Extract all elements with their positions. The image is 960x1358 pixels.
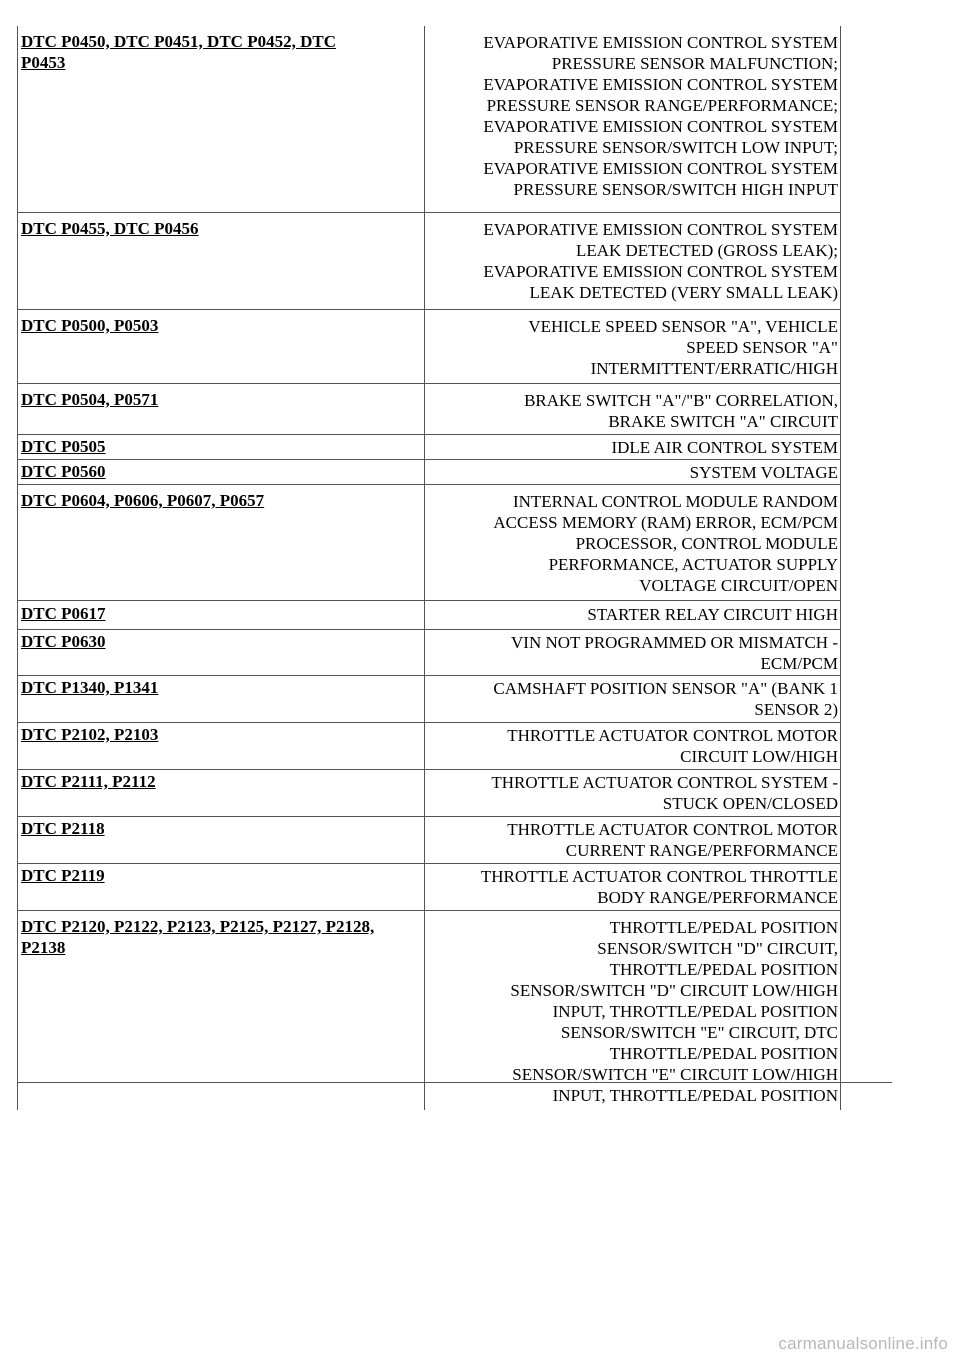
dtc-description: BRAKE SWITCH "A"/"B" CORRELATION, BRAKE SWITCH "A" CIRCUIT xyxy=(425,384,841,434)
dtc-link[interactable]: DTC P2111, P2112 xyxy=(21,772,156,791)
dtc-link[interactable]: DTC P2118 xyxy=(21,819,105,838)
dtc-description: THROTTLE/PEDAL POSITION SENSOR/SWITCH "D" CIRCUIT, THROTTLE/PEDAL POSITION SENSOR/SWITCH "D" CIRCUIT LOW/HIGH INPUT, THROTTLE/PEDAL POSITION SENSOR/SWITCH "E" CIRCUIT, DTC THROTTLE/PEDAL POSITION SENSOR/SWITCH "E" CIRCUIT LOW/HIGH INPUT, THROTTLE/PEDAL POSITION xyxy=(425,911,841,1110)
table-row xyxy=(17,769,841,816)
table-row xyxy=(17,383,841,434)
table-row xyxy=(17,434,841,459)
table-row xyxy=(17,212,841,309)
table-row xyxy=(17,309,841,383)
dtc-link[interactable]: DTC P0630 xyxy=(21,632,106,651)
dtc-description: SYSTEM VOLTAGE xyxy=(425,460,841,484)
table-row xyxy=(17,629,841,675)
dtc-link[interactable]: DTC P2102, P2103 xyxy=(21,725,159,744)
dtc-link[interactable]: DTC P0455, DTC P0456 xyxy=(21,219,199,238)
table-row xyxy=(17,600,841,629)
dtc-link[interactable]: DTC P0505 xyxy=(21,437,106,456)
dtc-description: THROTTLE ACTUATOR CONTROL MOTOR CURRENT RANGE/PERFORMANCE xyxy=(425,817,841,863)
dtc-description: EVAPORATIVE EMISSION CONTROL SYSTEM LEAK DETECTED (GROSS LEAK); EVAPORATIVE EMISSION CONTROL SYSTEM LEAK DETECTED (VERY SMALL LEAK) xyxy=(425,213,841,309)
dtc-link[interactable]: DTC P0500, P0503 xyxy=(21,316,159,335)
dtc-description: VIN NOT PROGRAMMED OR MISMATCH - ECM/PCM xyxy=(425,630,841,675)
dtc-table xyxy=(17,26,841,1110)
table-row xyxy=(17,484,841,600)
table-row xyxy=(17,863,841,910)
dtc-description: INTERNAL CONTROL MODULE RANDOM ACCESS MEMORY (RAM) ERROR, ECM/PCM PROCESSOR, CONTROL MODULE PERFORMANCE, ACTUATOR SUPPLY VOLTAGE CIRCUIT/OPEN xyxy=(425,485,841,600)
dtc-link[interactable]: DTC P0450, DTC P0451, DTC P0452, DTC P0453 xyxy=(21,32,336,72)
dtc-description: THROTTLE ACTUATOR CONTROL SYSTEM - STUCK OPEN/CLOSED xyxy=(425,770,841,816)
dtc-link[interactable]: DTC P0604, P0606, P0607, P0657 xyxy=(21,491,265,510)
dtc-description: THROTTLE ACTUATOR CONTROL MOTOR CIRCUIT LOW/HIGH xyxy=(425,723,841,769)
table-row xyxy=(17,675,841,722)
table-row xyxy=(17,26,841,212)
table-row xyxy=(17,722,841,769)
page-divider xyxy=(17,1082,892,1083)
site-watermark: carmanualsonline.info xyxy=(778,1334,948,1353)
dtc-link[interactable]: DTC P2120, P2122, P2123, P2125, P2127, P2128, P2138 xyxy=(21,917,375,957)
dtc-description: VEHICLE SPEED SENSOR "A", VEHICLE SPEED SENSOR "A" INTERMITTENT/ERRATIC/HIGH xyxy=(425,310,841,383)
dtc-link[interactable]: DTC P0560 xyxy=(21,462,106,481)
dtc-link[interactable]: DTC P2119 xyxy=(21,866,105,885)
dtc-description: STARTER RELAY CIRCUIT HIGH xyxy=(425,601,841,629)
dtc-link[interactable]: DTC P0617 xyxy=(21,604,106,623)
table-row xyxy=(17,816,841,863)
table-row xyxy=(17,459,841,484)
dtc-link[interactable]: DTC P1340, P1341 xyxy=(21,678,159,697)
table-row xyxy=(17,910,841,1110)
dtc-description: IDLE AIR CONTROL SYSTEM xyxy=(425,435,841,459)
dtc-description: CAMSHAFT POSITION SENSOR "A" (BANK 1 SENSOR 2) xyxy=(425,676,841,722)
dtc-description: EVAPORATIVE EMISSION CONTROL SYSTEM PRESSURE SENSOR MALFUNCTION; EVAPORATIVE EMISSION CONTROL SYSTEM PRESSURE SENSOR RANGE/PERFORMANCE; EVAPORATIVE EMISSION CONTROL SYSTEM PRESSURE SENSOR/SWITCH LOW INPUT; EVAPORATIVE EMISSION CONTROL SYSTEM PRESSURE SENSOR/SWITCH HIGH INPUT xyxy=(425,26,841,212)
dtc-link[interactable]: DTC P0504, P0571 xyxy=(21,390,159,409)
dtc-description: THROTTLE ACTUATOR CONTROL THROTTLE BODY RANGE/PERFORMANCE xyxy=(425,864,841,910)
